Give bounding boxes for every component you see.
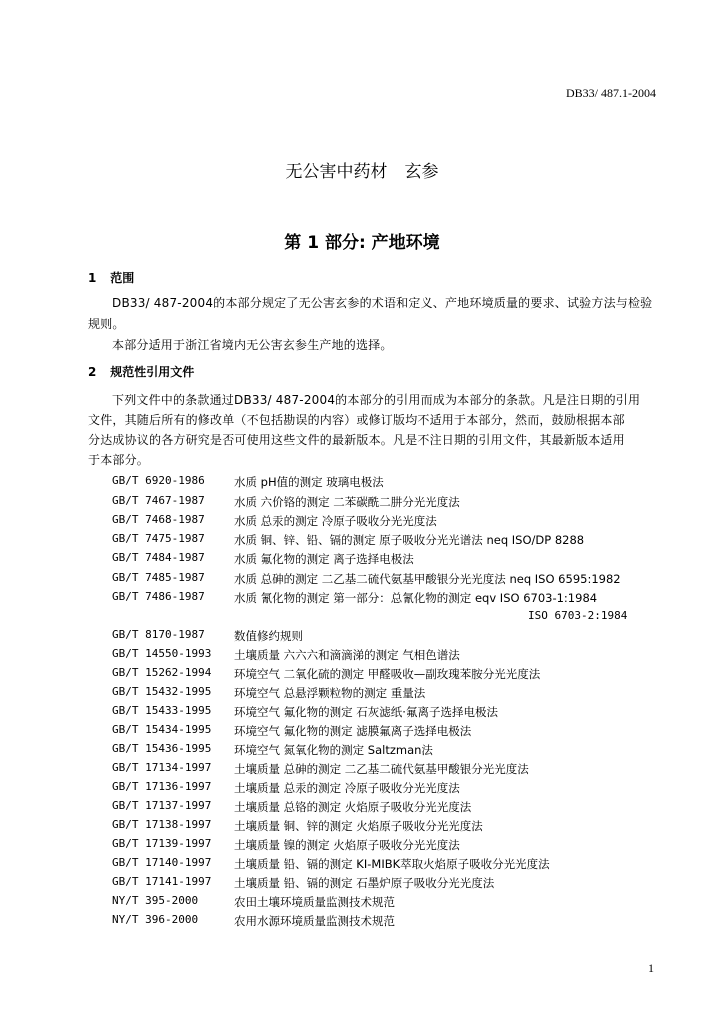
reference-title: 土壤质量 铜、锌的测定 火焰原子吸收分光光度法: [234, 819, 483, 833]
reference-title: 环境空气 氟化物的测定 石灰滤纸·氟离子选择电极法: [234, 705, 498, 719]
reference-title: 环境空气 氟化物的测定 滤膜氟离子选择电极法: [234, 724, 472, 738]
reference-code: GB/T 17136-1997: [112, 780, 212, 793]
scope-paragraph-line: DB33/ 487-2004的本部分规定了无公害玄参的术语和定义、产地环境质量的要求、试验方法与检验: [112, 296, 653, 310]
section-1-heading: [88, 269, 134, 286]
reference-code: GB/T 7485-1987: [112, 571, 205, 584]
reference-title: 水质 六价铬的测定 二苯碳酰二肼分光光度法: [234, 495, 460, 509]
reference-code: GB/T 17139-1997: [112, 837, 212, 850]
section-1-number: 1: [88, 271, 97, 285]
reference-title: 水质 氟化物的测定 离子选择电极法: [234, 552, 414, 566]
reference-code: GB/T 15262-1994: [112, 666, 212, 679]
reference-title: 土壤质量 铅、镉的测定 石墨炉原子吸收分光光度法: [234, 876, 495, 890]
scope-paragraph-line: 规则。: [88, 317, 125, 331]
reference-title: 水质 pH值的测定 玻璃电极法: [234, 475, 384, 489]
reference-title: 土壤质量 六六六和滴滴涕的测定 气相色谱法: [234, 648, 460, 662]
reference-title: 水质 氰化物的测定 第一部分：总氰化物的测定 eqv ISO 6703-1:1984: [234, 591, 598, 605]
reference-title: 水质 总砷的测定 二乙基二硫代氨基甲酸银分光光度法 neq ISO 6595:1982: [234, 572, 621, 586]
reference-title: 水质 铜、锌、铅、镉的测定 原子吸收分光光谱法 neq ISO/DP 8288: [234, 533, 585, 547]
reference-code: GB/T 8170-1987: [112, 628, 205, 641]
reference-code: GB/T 14550-1993: [112, 647, 212, 660]
document-subtitle: 第 1 部分: 产地环境: [284, 233, 440, 253]
document-title: 无公害中药材 玄参: [285, 162, 439, 182]
reference-code: GB/T 15433-1995: [112, 704, 212, 717]
reference-code: GB/T 17140-1997: [112, 856, 212, 869]
reference-title: 水质 总汞的测定 冷原子吸收分光光度法: [234, 514, 437, 528]
reference-title: 环境空气 氮氧化物的测定 Saltzman法: [234, 743, 433, 757]
reference-title: 土壤质量 总汞的测定 冷原子吸收分光光度法: [234, 781, 460, 795]
reference-title: 土壤质量 总铬的测定 火焰原子吸收分光光度法: [234, 800, 472, 814]
reference-title: 土壤质量 总砷的测定 二乙基二硫代氨基甲酸银分光光度法: [234, 762, 529, 776]
page-number: 1: [648, 961, 654, 975]
reference-code: GB/T 15432-1995: [112, 685, 212, 698]
reference-code: GB/T 7484-1987: [112, 551, 205, 564]
section-1-title: 范围: [110, 271, 135, 285]
intro-line: 分达成协议的各方研究是否可使用这些文件的最新版本。凡是不注日期的引用文件，其最新版本适用: [88, 433, 625, 447]
reference-code: GB/T 17137-1997: [112, 799, 212, 812]
section-2-title: 规范性引用文件: [110, 365, 195, 379]
intro-line: 下列文件中的条款通过DB33/ 487-2004的本部分的引用而成为本部分的条款。凡是注日期的引用: [112, 393, 641, 407]
reference-code: GB/T 7486-1987: [112, 590, 205, 603]
reference-code: GB/T 7467-1987: [112, 494, 205, 507]
reference-code: GB/T 6920-1986: [112, 474, 205, 487]
reference-title: 农田土壤环境质量监测技术规范: [234, 895, 395, 909]
reference-code: GB/T 17134-1997: [112, 761, 212, 774]
intro-line: 文件，其随后所有的修改单（不包括勘误的内容）或修订版均不适用于本部分，然而，鼓励根据本部: [88, 413, 625, 427]
reference-title: 环境空气 总悬浮颗粒物的测定 重量法: [234, 686, 426, 700]
reference-code: NY/T 395-2000: [112, 894, 199, 907]
document-code: DB33/ 487.1-2004: [566, 86, 656, 100]
section-2-heading: [88, 363, 194, 380]
reference-title: 土壤质量 铅、镉的测定 KI-MIBK萃取火焰原子吸收分光光度法: [234, 857, 550, 871]
reference-title: 土壤质量 镍的测定 火焰原子吸收分光光度法: [234, 838, 460, 852]
reference-code: GB/T 7468-1987: [112, 513, 205, 526]
section-2-number: 2: [88, 365, 97, 379]
reference-title: 环境空气 二氧化硫的测定 甲醛吸收—副玫瑰苯胺分光光度法: [234, 667, 541, 681]
reference-code: GB/T 17141-1997: [112, 875, 212, 888]
reference-title: 农用水源环境质量监测技术规范: [234, 914, 395, 928]
reference-code: GB/T 7475-1987: [112, 532, 205, 545]
reference-code: GB/T 15434-1995: [112, 723, 212, 736]
reference-code: NY/T 396-2000: [112, 913, 199, 926]
reference-code: GB/T 17138-1997: [112, 818, 212, 831]
intro-line: 于本部分。: [88, 453, 150, 467]
reference-code: GB/T 15436-1995: [112, 742, 212, 755]
reference-title: 数值修约规则: [234, 629, 303, 643]
reference-continuation: ISO 6703-2:1984: [528, 609, 628, 622]
scope-applicability: 本部分适用于浙江省境内无公害玄参生产地的选择。: [112, 338, 393, 352]
